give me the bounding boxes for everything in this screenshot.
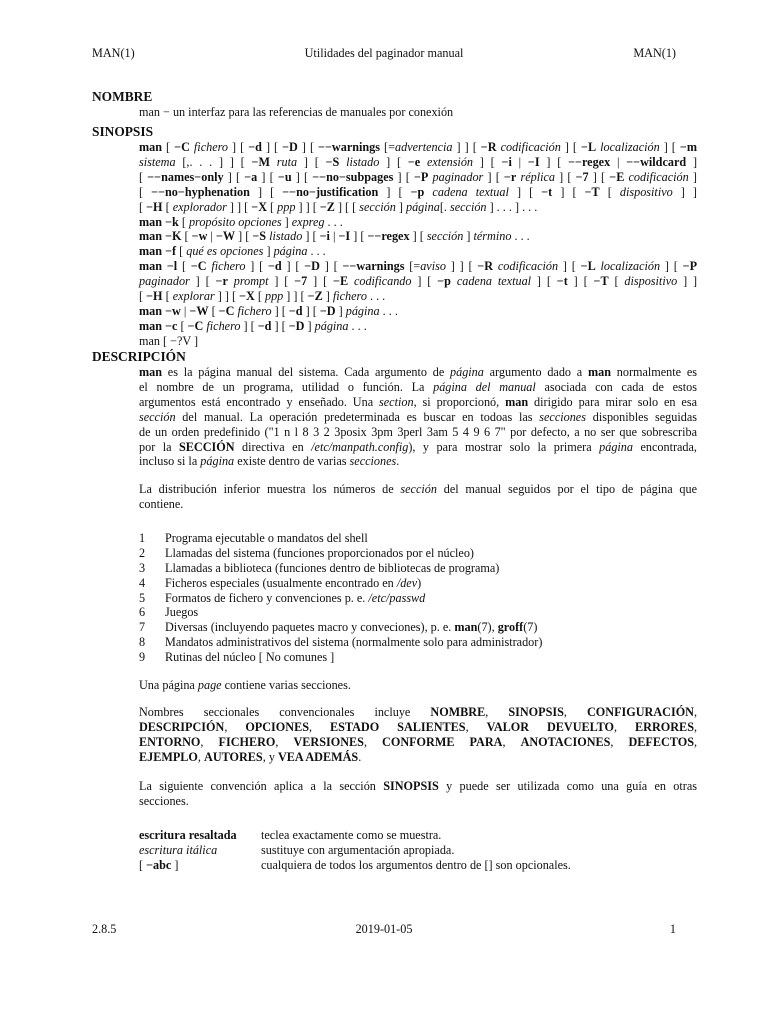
- synopsis-line: [ −H [ explorar ] ] [ −X [ ppp ] ] [ −Z ] fichero . . .: [139, 289, 386, 304]
- header-title: Utilidades del paginador manual: [304, 46, 464, 60]
- section-number-list: [139, 531, 697, 665]
- synopsis-block: [139, 140, 697, 349]
- description-paragraph-3: Una página page contiene varias secciones.: [139, 678, 351, 692]
- section-description: Programa ejecutable o mandatos del shell: [165, 531, 368, 545]
- list-item: [139, 531, 697, 546]
- description-line: contiene.: [139, 496, 184, 511]
- section-number: 4: [139, 575, 146, 590]
- section-description: Llamadas del sistema (funciones proporcionados por el núcleo): [165, 545, 474, 560]
- section-description: Formatos de fichero y convenciones p. e. /etc/passwd: [165, 590, 426, 605]
- synopsis-line: man −f [ qué es opciones ] página . . .: [139, 244, 326, 259]
- section-heading-nombre: NOMBRE: [92, 89, 153, 104]
- synopsis-line: man −K [ −w | −W ] [ −S listado ] [ −i | −I ] [ −−regex ] [ sección ] término . . .: [139, 229, 530, 244]
- convention-row: [139, 828, 697, 843]
- footer-version: 2.8.5: [92, 922, 117, 936]
- convention-row: [139, 843, 697, 858]
- convention-key: escritura resaltada: [139, 828, 237, 842]
- description-line: secciones.: [139, 793, 189, 808]
- synopsis-line: [ −H [ explorador ] ] [ −X [ ppp ] ] [ −Z ] [ [ sección ] página[. sección ] . . . ] . . .: [139, 199, 538, 214]
- synopsis-line: [ −−names−only ] [ −a ] [ −u ] [ −−no−subpages ] [ −P paginador ] [ −r réplica ] [ −7 ] [ −E codificación ]: [139, 169, 697, 184]
- section-number: 2: [139, 545, 146, 560]
- description-line: DESCRIPCIÓN, OPCIONES, ESTADO SALIENTES, VALOR DEVUELTO, ERRORES,: [139, 719, 698, 734]
- section-number: 3: [139, 560, 146, 575]
- description-line: incluso si la página existe dentro de varias secciones.: [139, 454, 400, 469]
- description-line: ENTORNO, FICHERO, VERSIONES, CONFORME PARA, ANOTACIONES, DEFECTOS,: [139, 734, 698, 749]
- description-line: La distribución inferior muestra los números de sección del manual seguidos por el tipo de página que: [139, 482, 697, 496]
- description-paragraph-2: [139, 482, 697, 512]
- section-description: Llamadas a biblioteca (funciones dentro de bibliotecas de programa): [165, 560, 500, 575]
- description-line: sección del manual. La operación predeterminada es buscar en todoas las secciones disponibles seguidas: [139, 409, 697, 424]
- list-item: [139, 576, 697, 591]
- convention-table: [139, 828, 697, 873]
- synopsis-line: man −l [ −C fichero ] [ −d ] [ −D ] [ −−warnings [=aviso ] ] [ −R codificación ] [ −L localización ] [ −P: [139, 259, 698, 274]
- convention-desc: sustituye con argumentación apropiada.: [261, 842, 455, 857]
- synopsis-line: sistema [,. . . ] ] [ −M ruta ] [ −S listado ] [ −e extensión ] [ −i | −I ] [ −−regex | −−wildcard ]: [139, 154, 698, 169]
- description-line: man es la página manual del sistema. Cada argumento de página argumento dado a man normalmente es: [139, 365, 697, 379]
- section-description: Juegos: [165, 605, 199, 620]
- section-number: 7: [139, 620, 146, 635]
- page-header: [92, 46, 676, 62]
- section-description: Diversas (incluyendo paquetes macro y conveciones), p. e. man(7), groff(7): [165, 620, 538, 635]
- description-paragraph-4: [139, 705, 697, 765]
- convention-row: [139, 858, 697, 873]
- section-description: Rutinas del núcleo [ No comunes ]: [165, 650, 335, 665]
- description-line: de un orden predefinido ("1 n l 8 3 2 3posix 3pm 3perl 3am 5 4 9 6 7" por defecto, a no ser que sobrescriba: [139, 424, 697, 439]
- synopsis-line: man [ −?V ]: [139, 333, 199, 348]
- description-line: por la SECCIÓN directiva en /etc/manpath.config), y para mostrar solo la primera página encontrada,: [139, 439, 697, 454]
- section-number: 9: [139, 650, 146, 665]
- convention-key: escritura itálica: [139, 842, 218, 857]
- description-line: el nombre de un programa, utilidad o función. La página del manual asociada con cada de estos: [139, 379, 697, 394]
- list-item: [139, 591, 697, 606]
- description-paragraph-1: [139, 365, 697, 469]
- footer-page-number: 1: [669, 922, 676, 936]
- section-number: 6: [139, 605, 146, 620]
- section-number: 8: [139, 635, 146, 650]
- nombre-text: man − un interfaz para las referencias de manuales por conexión: [139, 105, 454, 119]
- list-item: [139, 561, 697, 576]
- list-item: [139, 635, 697, 650]
- description-line: argumentos está encontrado y enseñado. Una section, si proporcionó, man dirigido para mirar solo en esa: [139, 394, 697, 409]
- section-description: Mandatos administrativos del sistema (normalmente solo para administrador): [165, 635, 543, 650]
- page-footer: [92, 922, 676, 938]
- synopsis-line: paginador ] [ −r prompt ] [ −7 ] [ −E codificando ] [ −p cadena textual ] [ −t ] [ −T [ dispositivo ] ]: [139, 274, 698, 289]
- section-heading-descripcion: DESCRIPCIÓN: [92, 349, 186, 364]
- synopsis-line: man −w | −W [ −C fichero ] [ −d ] [ −D ] página . . .: [139, 303, 398, 318]
- synopsis-line: man −c [ −C fichero ] [ −d ] [ −D ] página . . .: [139, 318, 367, 333]
- section-number: 5: [139, 590, 146, 605]
- convention-desc: teclea exactamente como se muestra.: [261, 828, 442, 842]
- header-left: MAN(1): [92, 46, 135, 60]
- description-line: La siguiente convención aplica a la sección SINOPSIS y puede ser utilizada como una guía en otras: [139, 779, 697, 793]
- section-heading-sinopsis: SINOPSIS: [92, 124, 154, 139]
- synopsis-line: man [ −C fichero ] [ −d ] [ −D ] [ −−warnings [=advertencia ] ] [ −R codificación ] [ −L localización ] [ −m: [139, 140, 697, 154]
- list-item: [139, 620, 697, 635]
- list-item: [139, 650, 697, 665]
- section-description: Ficheros especiales (usualmente encontrado en /dev): [165, 575, 422, 590]
- synopsis-line: man −k [ propósito opciones ] expreg . . .: [139, 214, 343, 229]
- synopsis-line: [ −−no−hyphenation ] [ −−no−justification ] [ −p cadena textual ] [ −t ] [ −T [ dispositivo ] ]: [139, 184, 697, 199]
- header-right: MAN(1): [633, 46, 676, 60]
- description-line: Nombres seccionales convencionales incluye NOMBRE, SINOPSIS, CONFIGURACIÓN,: [139, 705, 698, 719]
- convention-key: [ −abc ]: [139, 857, 179, 872]
- convention-desc: cualquiera de todos los argumentos dentro de [] son opcionales.: [261, 857, 571, 872]
- list-item: [139, 605, 697, 620]
- description-paragraph-5: [139, 779, 697, 809]
- section-number: 1: [139, 531, 146, 545]
- list-item: [139, 546, 697, 561]
- description-line: EJEMPLO, AUTORES, y VEA ADEMÁS.: [139, 749, 362, 764]
- footer-date: 2019-01-05: [355, 922, 413, 936]
